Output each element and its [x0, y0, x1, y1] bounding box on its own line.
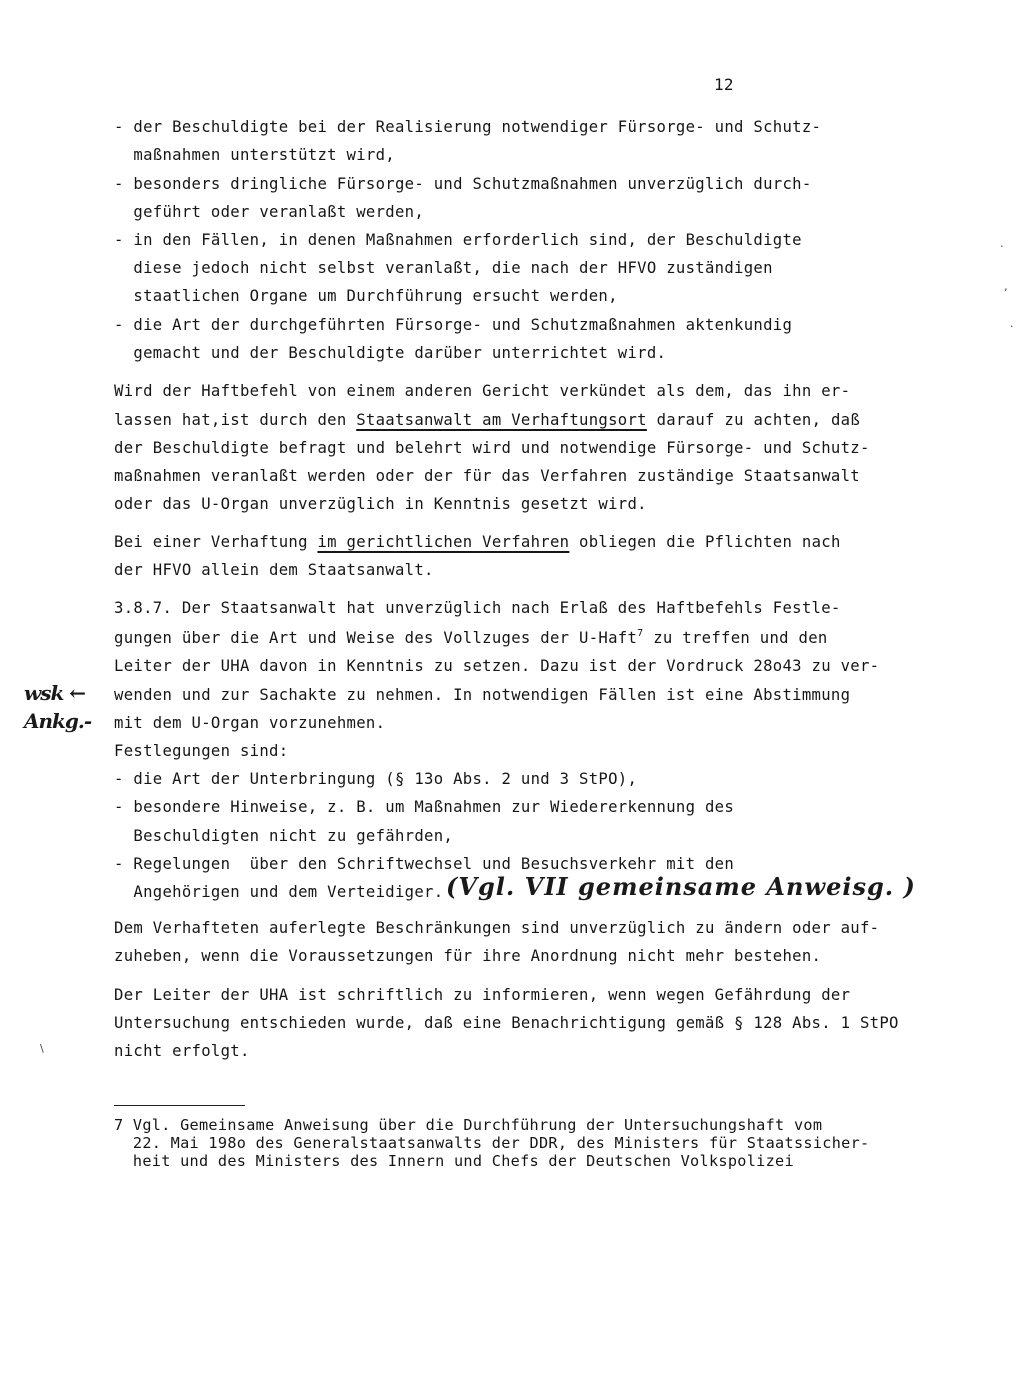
list-item: - die Art der durchgeführten Fürsorge- und Schutzmaßnahmen aktenkundig [114, 316, 793, 334]
footnote-marker: 7 [637, 628, 644, 639]
paragraph-line: Wird der Haftbefehl von einem anderen Gericht verkündet als dem, das ihn er- [114, 382, 851, 400]
footnote-line: 22. Mai 198o des Generalstaatsanwalts der DDR, des Ministers für Staatssicher- [114, 1134, 870, 1152]
list-item: maßnahmen unterstützt wird, [114, 146, 395, 164]
paragraph-line: maßnahmen veranlaßt werden oder der für das Verfahren zuständige Staatsanwalt [114, 467, 860, 485]
paragraph-line: Leiter der UHA davon in Kenntnis zu setzen. Dazu ist der Vordruck 28o43 zu ver- [114, 657, 880, 675]
list-item: Beschuldigten nicht zu gefährden, [114, 827, 454, 845]
list-item: diese jedoch nicht selbst veranlaßt, die nach der HFVO zuständigen [114, 259, 773, 277]
handwritten-margin-note: wsk ← [24, 681, 86, 705]
paragraph-line: Festlegungen sind: [114, 742, 289, 760]
paragraph-line: der Beschuldigte befragt und belehrt wird und notwendige Fürsorge- und Schutz- [114, 439, 870, 457]
scan-speck: \ [40, 1042, 45, 1055]
paragraph-line: lassen hat,ist durch den Staatsanwalt am Verhaftungsort darauf zu achten, daß [114, 411, 861, 429]
list-item: - die Art der Unterbringung (§ 13o Abs. 2 und 3 StPO), [114, 770, 638, 788]
paragraph-line: Bei einer Verhaftung im gerichtlichen Verfahren obliegen die Pflichten nach [114, 533, 841, 551]
paragraph-line: zuheben, wenn die Voraussetzungen für ihre Anordnung nicht mehr bestehen. [114, 947, 822, 965]
page-number: 12 [714, 75, 734, 94]
list-item: Angehörigen und dem Verteidiger. [114, 883, 444, 901]
paragraph-line: 3.8.7. Der Staatsanwalt hat unverzüglich nach Erlaß des Haftbefehls Festle- [114, 599, 841, 617]
paragraph-line: wenden und zur Sachakte zu nehmen. In notwendigen Fällen ist eine Abstimmung [114, 686, 851, 704]
underlined-text: Staatsanwalt am Verhaftungsort [356, 411, 647, 429]
underlined-text: im gerichtlichen Verfahren [317, 533, 570, 551]
paragraph-line: Dem Verhafteten auferlegte Beschränkungen sind unverzüglich zu ändern oder auf- [114, 919, 880, 937]
list-item: - besonders dringliche Fürsorge- und Schutzmaßnahmen unverzüglich durch- [114, 175, 812, 193]
footnote-separator [114, 1105, 245, 1106]
list-item: geführt oder veranlaßt werden, [114, 203, 425, 221]
list-item: gemacht und der Beschuldigte darüber unterrichtet wird. [114, 344, 667, 362]
paragraph-line: nicht erfolgt. [114, 1042, 250, 1060]
scan-speck: ‚ [1004, 280, 1008, 293]
footnote-line: heit und des Ministers des Innern und Chefs der Deutschen Volkspolizei [114, 1152, 794, 1170]
footnote-line: 7 Vgl. Gemeinsame Anweisung über die Durchführung der Untersuchungshaft vom [114, 1116, 823, 1134]
list-item: - der Beschuldigte bei der Realisierung notwendiger Fürsorge- und Schutz- [114, 118, 822, 136]
paragraph-line: mit dem U-Organ vorzunehmen. [114, 714, 386, 732]
paragraph-line: der HFVO allein dem Staatsanwalt. [114, 561, 434, 579]
paragraph-line: Untersuchung entschieden wurde, daß eine Benachrichtigung gemäß § 128 Abs. 1 StPO [114, 1014, 899, 1032]
list-item: - in den Fällen, in denen Maßnahmen erforderlich sind, der Beschuldigte [114, 231, 802, 249]
list-item: - Regelungen über den Schriftwechsel und Besuchsverkehr mit den [114, 855, 735, 873]
paragraph-line: Der Leiter der UHA ist schriftlich zu informieren, wenn wegen Gefährdung der [114, 986, 851, 1004]
list-item: staatlichen Organe um Durchführung ersucht werden, [114, 287, 618, 305]
scan-speck: · [1010, 320, 1014, 333]
list-item: - besondere Hinweise, z. B. um Maßnahmen zur Wiedererkennung des [114, 798, 735, 816]
paragraph-line: oder das U-Organ unverzüglich in Kenntnis gesetzt wird. [114, 495, 647, 513]
scan-speck: · [1000, 240, 1004, 253]
handwritten-inline-note: (Vgl. VII gemeinsame Anweisg. ) [446, 872, 916, 901]
paragraph-line: gungen über die Art und Weise des Vollzuges der U-Haft$^7$ zu treffen und den [114, 628, 828, 647]
handwritten-margin-note: Ankg.- [24, 709, 92, 733]
